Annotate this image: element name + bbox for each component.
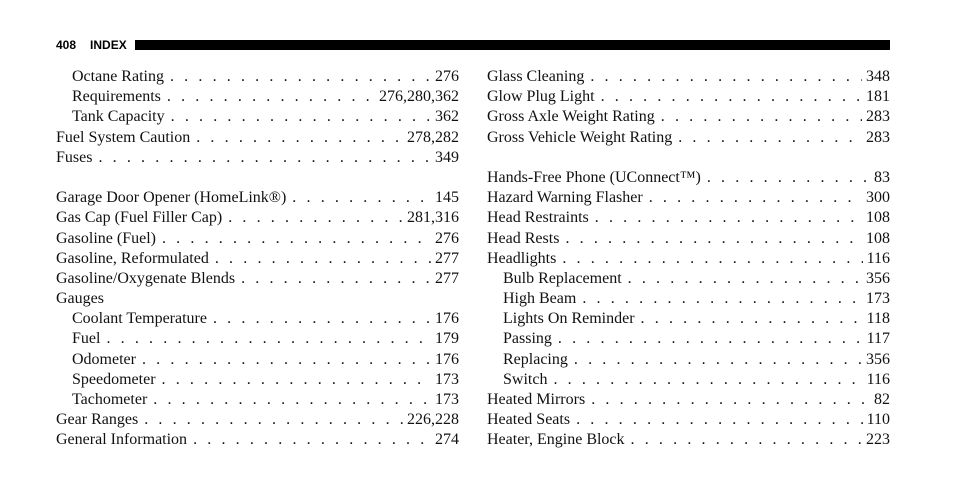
index-column-left xyxy=(56,67,459,451)
index-term: Heated Seats xyxy=(487,411,571,429)
index-entry xyxy=(487,208,890,228)
dot-leader xyxy=(106,329,431,349)
index-page-ref: 176 xyxy=(435,310,459,328)
index-page-ref: 226,228 xyxy=(407,411,459,429)
index-page-ref: 118 xyxy=(866,310,890,328)
index-page-ref: 83 xyxy=(874,168,890,186)
index-term: General Information xyxy=(56,431,188,449)
index-entry xyxy=(487,107,890,127)
index-term: Gross Vehicle Weight Rating xyxy=(487,128,673,146)
dot-leader xyxy=(162,370,431,390)
index-page-ref: 349 xyxy=(435,148,459,166)
index-page-ref: 356 xyxy=(866,350,890,368)
index-page-ref: 277 xyxy=(435,249,459,267)
index-term: High Beam xyxy=(503,290,577,308)
index-subentry xyxy=(56,329,459,349)
index-entry xyxy=(56,410,459,430)
index-entry xyxy=(56,249,459,269)
index-entry xyxy=(56,229,459,249)
index-page-ref: 276,280,362 xyxy=(379,88,459,106)
dot-leader xyxy=(553,370,862,390)
dot-leader xyxy=(565,229,862,249)
index-subentry xyxy=(56,87,459,107)
index-subentry xyxy=(487,370,890,390)
index-page-ref: 278,282 xyxy=(407,128,459,146)
index-term: Hazard Warning Flasher xyxy=(487,189,643,207)
dot-leader xyxy=(196,128,403,148)
dot-leader xyxy=(171,107,431,127)
index-entry xyxy=(487,229,890,249)
dot-leader xyxy=(641,309,863,329)
dot-leader xyxy=(661,107,862,127)
dot-leader xyxy=(562,249,862,269)
index-page-ref: 281,316 xyxy=(407,209,459,227)
index-page-ref: 108 xyxy=(866,229,890,247)
dot-leader xyxy=(678,128,862,148)
dot-leader xyxy=(213,309,431,329)
dot-leader xyxy=(574,350,862,370)
index-term: Headlights xyxy=(487,249,557,267)
dot-leader xyxy=(144,410,403,430)
index-term: Gear Ranges xyxy=(56,411,139,429)
index-term: Fuel System Caution xyxy=(56,128,191,146)
index-page-ref: 179 xyxy=(435,330,459,348)
page-number: 408 xyxy=(56,38,77,52)
index-page-ref: 173 xyxy=(435,370,459,388)
index-entry xyxy=(487,188,890,208)
dot-leader xyxy=(601,87,862,107)
dot-leader xyxy=(153,390,431,410)
index-entry xyxy=(487,390,890,410)
index-subentry xyxy=(487,309,890,329)
dot-leader xyxy=(170,67,431,87)
index-term: Gasoline, Reformulated xyxy=(56,249,209,267)
index-subentry xyxy=(56,350,459,370)
index-page-ref: 173 xyxy=(435,391,459,408)
index-entry xyxy=(487,128,890,148)
dot-leader xyxy=(228,208,403,228)
page-header xyxy=(56,37,890,53)
index-entry xyxy=(56,208,459,228)
index-term: Heater, Engine Block xyxy=(487,431,625,449)
dot-leader xyxy=(193,430,431,450)
index-page-ref: 181 xyxy=(866,88,890,106)
index-term: Glow Plug Light xyxy=(487,88,595,106)
index-subentry xyxy=(56,370,459,390)
index-term: Heated Mirrors xyxy=(487,391,586,408)
index-page-ref: 362 xyxy=(435,108,459,126)
index-page-ref: 223 xyxy=(866,431,890,449)
index-subentry xyxy=(487,350,890,370)
index-page-ref: 356 xyxy=(866,269,890,287)
index-entry xyxy=(487,430,890,450)
index-subentry xyxy=(56,390,459,410)
dot-leader xyxy=(558,329,863,349)
index-page-ref: 116 xyxy=(866,370,890,388)
dot-leader xyxy=(241,269,431,289)
index-page-ref: 276 xyxy=(435,229,459,247)
index-page-ref: 116 xyxy=(866,249,890,267)
index-page-ref: 348 xyxy=(866,68,890,85)
index-page-ref: 110 xyxy=(866,411,890,429)
index-column-right xyxy=(487,67,890,451)
index-term: Requirements xyxy=(72,88,161,106)
index-subentry xyxy=(487,289,890,309)
dot-leader xyxy=(582,289,862,309)
index-entry xyxy=(56,128,459,148)
index-page-ref: 276 xyxy=(435,68,459,85)
dot-leader xyxy=(292,188,431,208)
index-term: Gross Axle Weight Rating xyxy=(487,108,655,126)
section-title: INDEX xyxy=(90,38,127,52)
index-term: Coolant Temperature xyxy=(72,310,207,328)
dot-leader xyxy=(98,148,431,168)
dot-leader xyxy=(595,208,862,228)
index-term: Switch xyxy=(503,370,548,388)
index-subentry xyxy=(56,309,459,329)
index-page-ref: 277 xyxy=(435,269,459,287)
index-term: Bulb Replacement xyxy=(503,269,622,287)
index-term: Gas Cap (Fuel Filler Cap) xyxy=(56,209,223,227)
index-page-ref: 173 xyxy=(866,290,890,308)
index-subentry xyxy=(487,329,890,349)
index-term: Fuses xyxy=(56,148,93,166)
dot-leader xyxy=(591,390,870,410)
index-term: Octane Rating xyxy=(72,68,164,85)
index-page-ref: 283 xyxy=(866,108,890,126)
dot-leader xyxy=(162,229,431,249)
index-term: Gasoline/Oxygenate Blends xyxy=(56,269,236,287)
index-entry xyxy=(487,249,890,269)
index-term: Hands-Free Phone (UConnect™) xyxy=(487,168,701,186)
index-entry xyxy=(487,67,890,87)
index-subentry xyxy=(56,107,459,127)
index-term: Head Restraints xyxy=(487,209,589,227)
dot-leader xyxy=(215,249,431,269)
index-term: Lights On Reminder xyxy=(503,310,635,328)
index-spacer xyxy=(56,168,459,188)
index-entry xyxy=(487,410,890,430)
index-entry xyxy=(56,289,459,309)
index-page-ref: 108 xyxy=(866,209,890,227)
index-subentry xyxy=(487,269,890,289)
index-term: Fuel xyxy=(72,330,101,348)
index-term: Gasoline (Fuel) xyxy=(56,229,156,247)
index-entry xyxy=(487,87,890,107)
index-entry xyxy=(56,269,459,289)
index-subentry xyxy=(56,67,459,87)
index-term: Tachometer xyxy=(72,391,148,408)
dot-leader xyxy=(142,350,431,370)
dot-leader xyxy=(167,87,375,107)
index-page-ref: 274 xyxy=(435,431,459,449)
index-spacer xyxy=(487,148,890,168)
index-entry xyxy=(56,188,459,208)
index-entry xyxy=(56,430,459,450)
index-page-ref: 176 xyxy=(435,350,459,368)
index-term: Gauges xyxy=(56,290,104,308)
index-page-ref: 145 xyxy=(435,189,459,207)
dot-leader xyxy=(707,168,870,188)
index-term: Glass Cleaning xyxy=(487,68,585,85)
index-term: Odometer xyxy=(72,350,136,368)
dot-leader xyxy=(628,269,862,289)
index-page-ref: 300 xyxy=(866,189,890,207)
dot-leader xyxy=(649,188,862,208)
index-term: Speedometer xyxy=(72,370,156,388)
index-page-ref: 283 xyxy=(866,128,890,146)
index-term: Head Rests xyxy=(487,229,560,247)
dot-leader xyxy=(590,67,862,87)
index-term: Tank Capacity xyxy=(72,108,165,126)
index-page-ref: 117 xyxy=(866,330,890,348)
header-rule xyxy=(135,40,890,50)
index-page-ref: 82 xyxy=(874,391,890,408)
dot-leader xyxy=(576,410,863,430)
index-term: Passing xyxy=(503,330,552,348)
dot-leader xyxy=(631,430,862,450)
index-term: Replacing xyxy=(503,350,568,368)
index-entry xyxy=(56,148,459,168)
index-term: Garage Door Opener (HomeLink®) xyxy=(56,189,287,207)
index-entry xyxy=(487,168,890,188)
